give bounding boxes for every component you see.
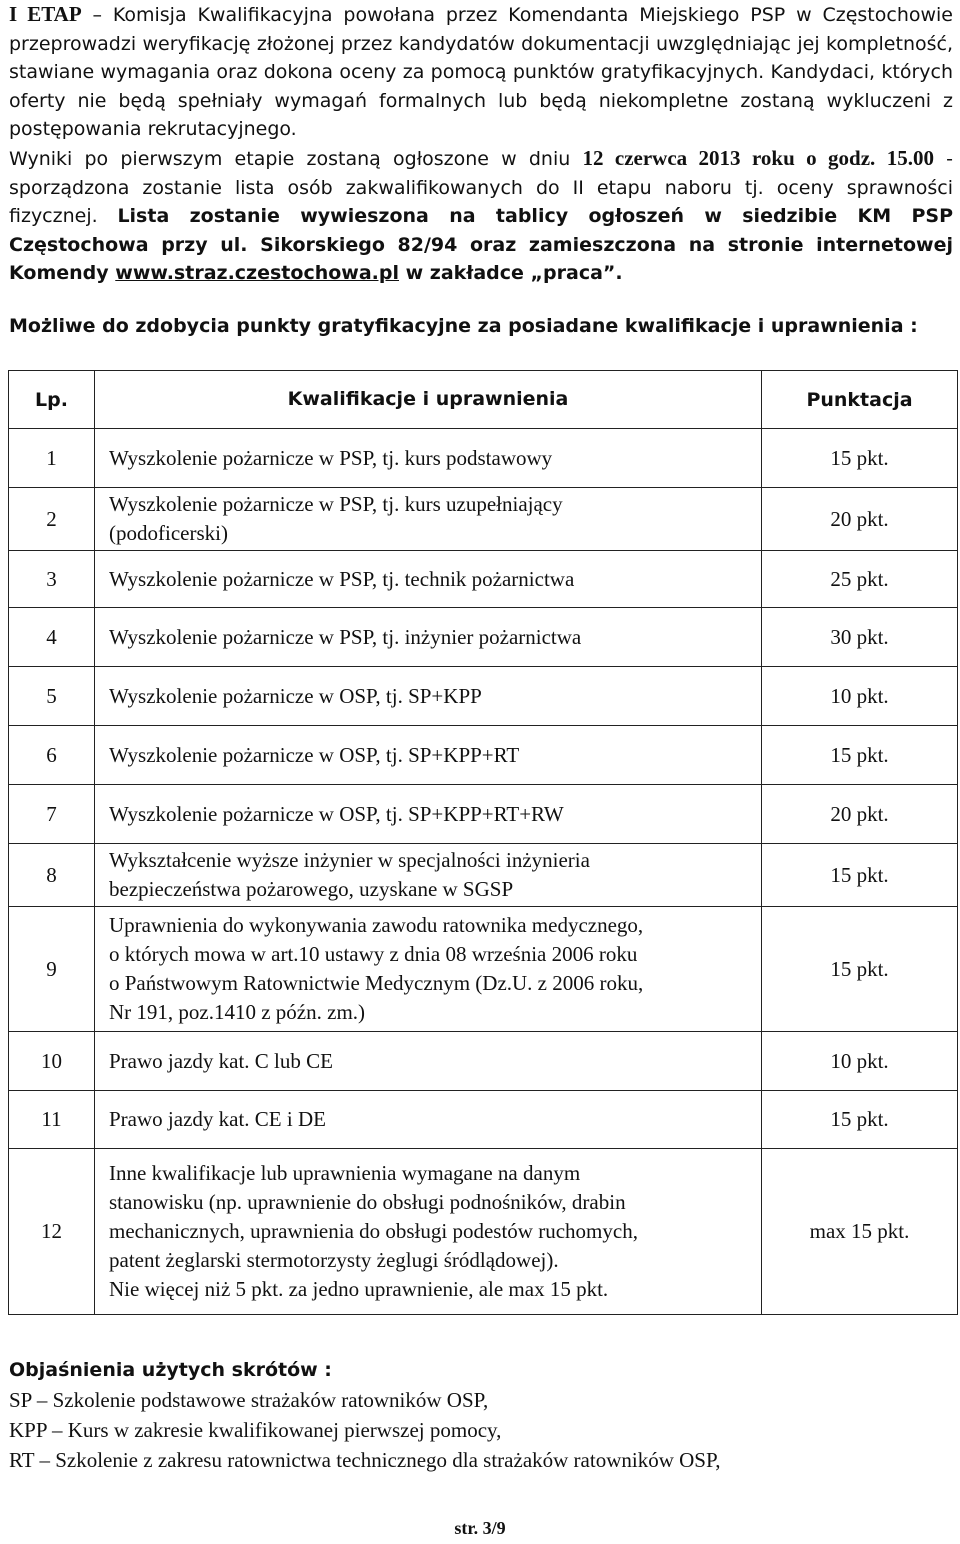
qualification-line: Wyszkolenie pożarnicze w PSP, tj. inżynier pożarnictwa	[109, 624, 582, 649]
row-qualification	[95, 1091, 762, 1149]
row-qualification	[95, 1032, 762, 1091]
table-row	[9, 1091, 958, 1149]
row-qualification	[95, 551, 762, 608]
row-qualification	[95, 907, 762, 1032]
row-points: 10 pkt.	[762, 667, 958, 726]
qualification-line: o Państwowym Ratownictwie Medycznym (Dz.U. z 2006 roku,	[109, 971, 644, 995]
website-link[interactable]: www.straz.czestochowa.pl	[115, 262, 399, 285]
row-number: 11	[9, 1091, 95, 1149]
qualification-line: Wyszkolenie pożarnicze w OSP, tj. SP+KPP+RT+RW	[109, 801, 564, 826]
row-number: 3	[9, 551, 95, 608]
row-points: 15 pkt.	[762, 726, 958, 785]
row-points: max 15 pkt.	[762, 1149, 958, 1315]
row-points: 15 pkt.	[762, 844, 958, 907]
table-row	[9, 667, 958, 726]
header-lp: Lp.	[9, 371, 95, 429]
header-points: Punktacja	[762, 371, 958, 429]
table-row	[9, 726, 958, 785]
row-number: 10	[9, 1032, 95, 1091]
row-points: 15 pkt.	[762, 1091, 958, 1149]
row-qualification	[95, 726, 762, 785]
row-number: 9	[9, 907, 95, 1032]
row-points: 20 pkt.	[762, 488, 958, 551]
table-row	[9, 1149, 958, 1315]
row-qualification	[95, 1149, 762, 1315]
qualification-line: mechanicznych, uprawnienia do obsługi podestów ruchomych,	[109, 1219, 638, 1243]
table-row	[9, 488, 958, 551]
row-points: 20 pkt.	[762, 785, 958, 844]
qualification-line: Wyszkolenie pożarnicze w PSP, tj. kurs uzupełniający	[109, 492, 563, 516]
row-qualification	[95, 785, 762, 844]
qualification-line: Uprawnienia do wykonywania zawodu ratownika medycznego,	[109, 913, 644, 937]
qualification-line: patent żeglarski stermotorzysty żeglugi śródlądowej).	[109, 1248, 559, 1272]
table-row	[9, 1032, 958, 1091]
qualification-line: o których mowa w art.10 ustawy z dnia 08 września 2006 roku	[109, 942, 638, 966]
row-qualification	[95, 667, 762, 726]
qualification-line: Wykształcenie wyższe inżynier w specjalności inżynieria	[109, 848, 590, 872]
qualification-line: bezpieczeństwa pożarowego, uzyskane w SGSP	[109, 877, 514, 901]
table-body	[9, 429, 958, 1315]
row-qualification	[95, 488, 762, 551]
stage-description: – Komisja Kwalifikacyjna powołana przez Komendanta Miejskiego PSP w Częstochowie przeprowadzi weryfikację złożonej przez kandydatów dokumentacji uwzględniając jej kompletność, stawiane wymagania oraz dokona oceny za pomocą punktów gratyfikacyjnych. Kandydaci, których oferty nie będą spełniały wymagań formalnych lub będą niekompletne zostaną wykluczeni z postępowania rekrutacyjnego.	[9, 4, 953, 141]
table-header-row	[9, 371, 958, 429]
results-date: 12 czerwca 2013 roku o godz. 15.00	[582, 145, 934, 170]
notice-location-text: Lista zostanie wywieszona na tablicy ogłoszeń w siedzibie KM PSP Częstochowa przy ul. Sikorskiego 82/94 oraz zamieszczona na stronie internetowej Komendy	[9, 205, 953, 285]
intro-paragraph-2	[9, 144, 953, 288]
row-points: 15 pkt.	[762, 429, 958, 488]
stage-label: I ETAP	[9, 2, 82, 26]
row-number: 2	[9, 488, 95, 551]
row-points: 10 pkt.	[762, 1032, 958, 1091]
qualification-line: Wyszkolenie pożarnicze w OSP, tj. SP+KPP	[109, 683, 482, 708]
qualification-line: Inne kwalifikacje lub uprawnienia wymagane na danym	[109, 1161, 581, 1185]
row-points: 30 pkt.	[762, 608, 958, 667]
qualification-line: Nie więcej niż 5 pkt. za jedno uprawnienie, ale max 15 pkt.	[109, 1277, 609, 1301]
table-row	[9, 907, 958, 1032]
abbreviation-item: RT – Szkolenie z zakresu ratownictwa technicznego dla strażaków ratowników OSP,	[9, 1448, 721, 1472]
row-number: 8	[9, 844, 95, 907]
intro-text	[9, 0, 953, 288]
page-number: str. 3/9	[454, 1518, 506, 1538]
row-number: 4	[9, 608, 95, 667]
row-qualification	[95, 608, 762, 667]
website-section-text: w zakładce „praca”.	[399, 262, 623, 285]
row-number: 6	[9, 726, 95, 785]
abbreviations-section	[9, 1355, 953, 1475]
row-points: 25 pkt.	[762, 551, 958, 608]
qualification-line: Wyszkolenie pożarnicze w PSP, tj. technik pożarnictwa	[109, 566, 575, 591]
row-number: 12	[9, 1149, 95, 1315]
qualification-list-text: - sporządzona zostanie lista osób zakwalifikowanych do II etapu naboru tj. oceny sprawności fizycznej.	[9, 147, 953, 228]
results-text: Wyniki po pierwszym etapie zostaną ogłoszone w dniu	[9, 147, 583, 170]
row-number: 1	[9, 429, 95, 488]
qualification-line: (podoficerski)	[109, 521, 228, 545]
qualification-line: Nr 191, poz.1410 z późn. zm.)	[109, 1000, 366, 1024]
abbreviation-item: SP – Szkolenie podstawowe strażaków ratowników OSP,	[9, 1388, 489, 1412]
qualification-line: stanowisku (np. uprawnienie do obsługi podnośników, drabin	[109, 1190, 626, 1214]
row-number: 7	[9, 785, 95, 844]
abbreviation-item: KPP – Kurs w zakresie kwalifikowanej pierwszej pomocy,	[9, 1418, 502, 1442]
section-heading: Możliwe do zdobycia punkty gratyfikacyjne za posiadane kwalifikacje i uprawnienia :	[9, 315, 918, 337]
table-row	[9, 844, 958, 907]
table-row	[9, 785, 958, 844]
table-row	[9, 429, 958, 488]
row-qualification	[95, 429, 762, 488]
qualification-line: Prawo jazdy kat. CE i DE	[109, 1107, 326, 1131]
row-number: 5	[9, 667, 95, 726]
header-qualifications: Kwalifikacje i uprawnienia	[95, 371, 762, 429]
qualification-line: Prawo jazdy kat. C lub CE	[109, 1048, 333, 1073]
table-row	[9, 551, 958, 608]
qualification-line: Wyszkolenie pożarnicze w PSP, tj. kurs podstawowy	[109, 445, 553, 470]
table-row	[9, 608, 958, 667]
qualifications-table	[8, 370, 958, 1315]
qualification-line: Wyszkolenie pożarnicze w OSP, tj. SP+KPP+RT	[109, 742, 520, 767]
abbreviations-title: Objaśnienia użytych skrótów :	[9, 1359, 332, 1381]
intro-paragraph-1	[9, 0, 953, 144]
row-points: 15 pkt.	[762, 907, 958, 1032]
row-qualification	[95, 844, 762, 907]
